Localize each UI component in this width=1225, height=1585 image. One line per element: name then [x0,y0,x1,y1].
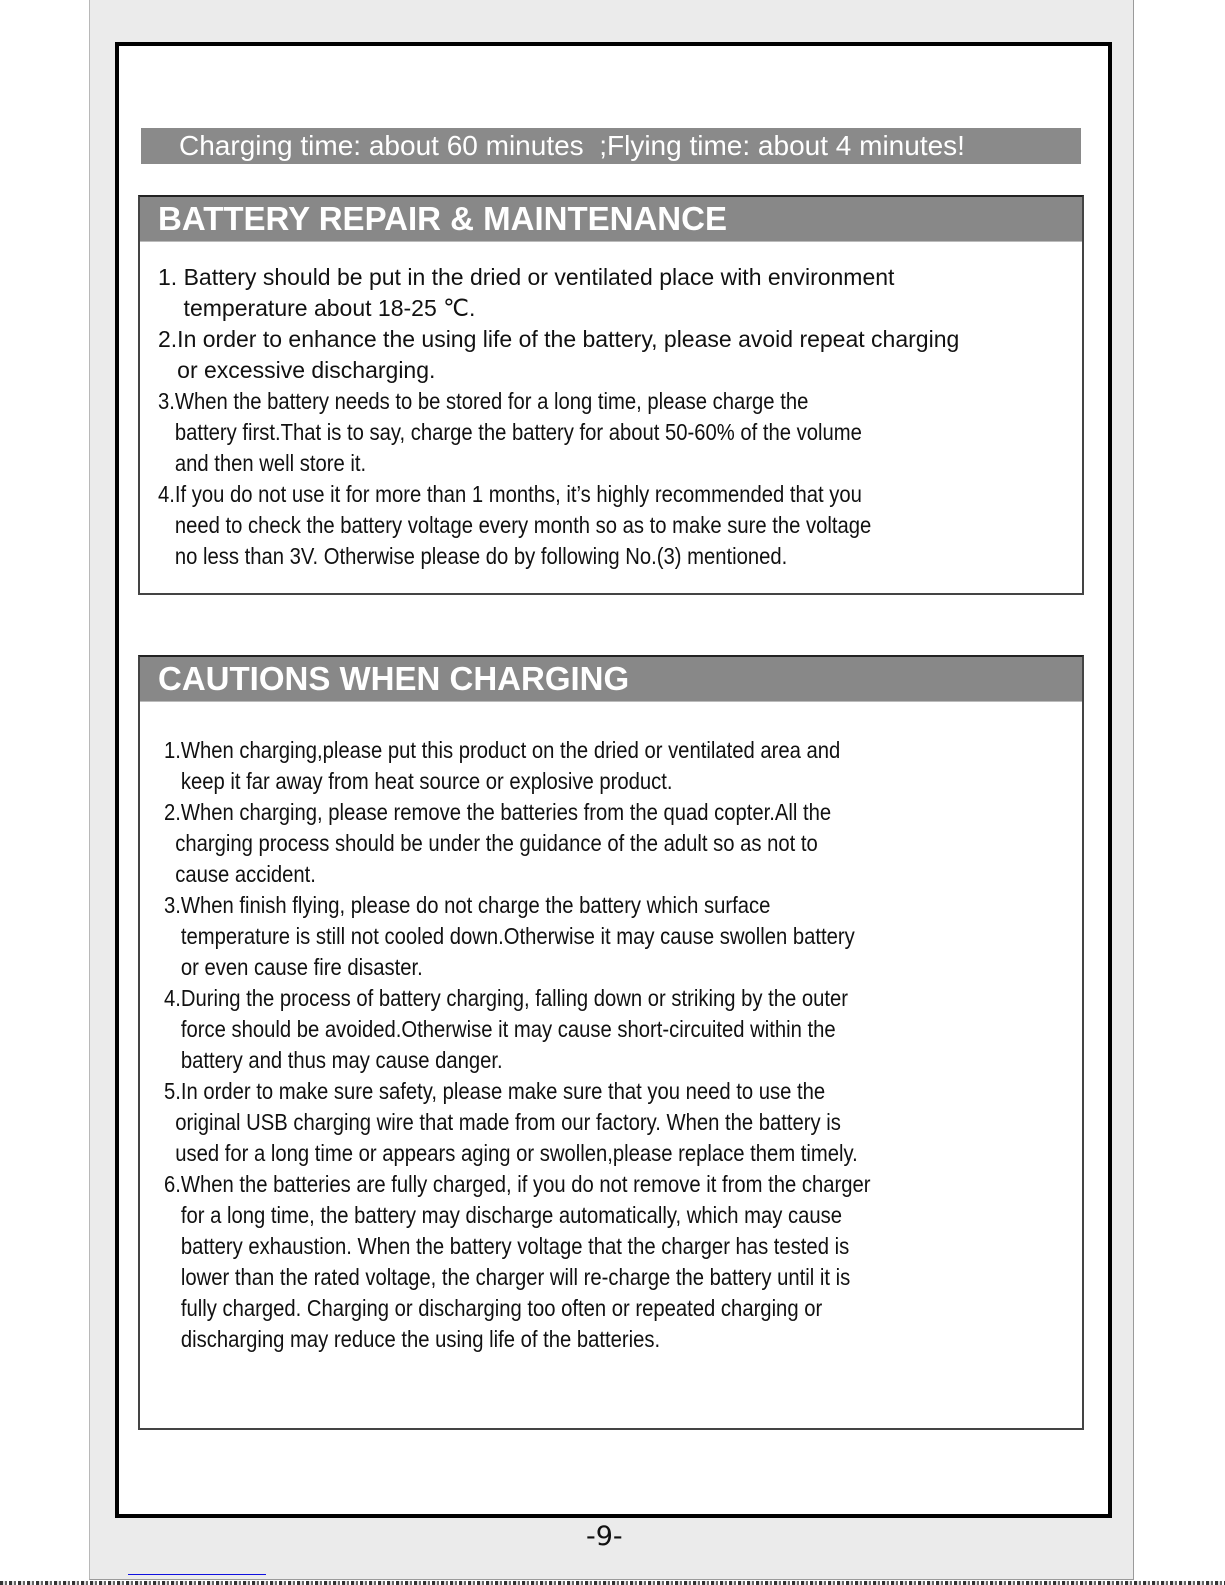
list-line: used for a long time or appears aging or swollen,please replace them timely. [164,1140,858,1166]
section-title: CAUTIONS WHEN CHARGING [140,657,1082,702]
charging-flying-time-banner: Charging time: about 60 minutes ;Flying time: about 4 minutes! [141,128,1081,164]
page-number: -9- [586,1521,623,1552]
list-line: battery exhaustion. When the battery voltage that the charger has tested is [164,1233,850,1259]
list-line: 4.During the process of battery charging, falling down or striking by the outer [164,985,849,1011]
list-line: 3.When the battery needs to be stored for a long time, please charge the [158,388,809,414]
list-line: cause accident. [164,861,316,887]
list-item [164,797,831,890]
list-line: battery first.That is to say, charge the battery for about 50-60% of the volume [158,419,862,445]
list-item [158,324,959,386]
list-item [164,1169,871,1355]
list-line: lower than the rated voltage, the charger will re-charge the battery until it is [164,1264,851,1290]
list-line: 1. Battery should be put in the dried or ventilated place with environment [158,264,895,290]
list-line: and then well store it. [158,450,367,476]
list-item [164,983,848,1076]
list-line: no less than 3V. Otherwise please do by following No.(3) mentioned. [158,543,788,569]
list-line: force should be avoided.Otherwise it may cause short-circuited within the [164,1016,836,1042]
list-line: charging process should be under the guidance of the adult so as not to [164,830,818,856]
list-line: for a long time, the battery may discharge automatically, which may cause [164,1202,842,1228]
list-line: 2.When charging, please remove the batteries from the quad copter.All the [164,799,832,825]
list-line: keep it far away from heat source or explosive product. [164,768,673,794]
list-line: temperature about 18-25 ℃. [158,295,476,321]
list-line: need to check the battery voltage every month so as to make sure the voltage [158,512,872,538]
list-line: 4.If you do not use it for more than 1 months, it’s highly recommended that you [158,481,862,507]
section-title: BATTERY REPAIR & MAINTENANCE [140,197,1082,242]
list-line: 3.When finish flying, please do not charge the battery which surface [164,892,771,918]
list-line: 2.In order to enhance the using life of the battery, please avoid repeat charging [158,326,960,352]
list-line: fully charged. Charging or discharging too often or repeated charging or [164,1295,823,1321]
list-line: original USB charging wire that made from our factory. When the battery is [164,1109,841,1135]
list-line: 6.When the batteries are fully charged, if you do not remove it from the charger [164,1171,871,1197]
cautions-charging-section [138,655,1084,1430]
list-item [164,890,855,983]
list-item [158,479,871,572]
list-line: temperature is still not cooled down.Otherwise it may cause swollen battery [164,923,855,949]
list-line: discharging may reduce the using life of the batteries. [164,1326,661,1352]
list-line: 1.When charging,please put this product on the dried or ventilated area and [164,737,841,763]
battery-maintenance-section [138,195,1084,595]
list-line: or even cause fire disaster. [164,954,423,980]
list-item [164,1076,858,1169]
list-line: or excessive discharging. [158,357,436,383]
link-underline[interactable] [128,1574,266,1575]
list-line: 5.In order to make sure safety, please make sure that you need to use the [164,1078,826,1104]
list-item [164,735,840,797]
list-item [158,262,894,324]
scan-edge-divider [0,1581,1225,1585]
list-line: battery and thus may cause danger. [164,1047,503,1073]
list-item [158,386,862,479]
